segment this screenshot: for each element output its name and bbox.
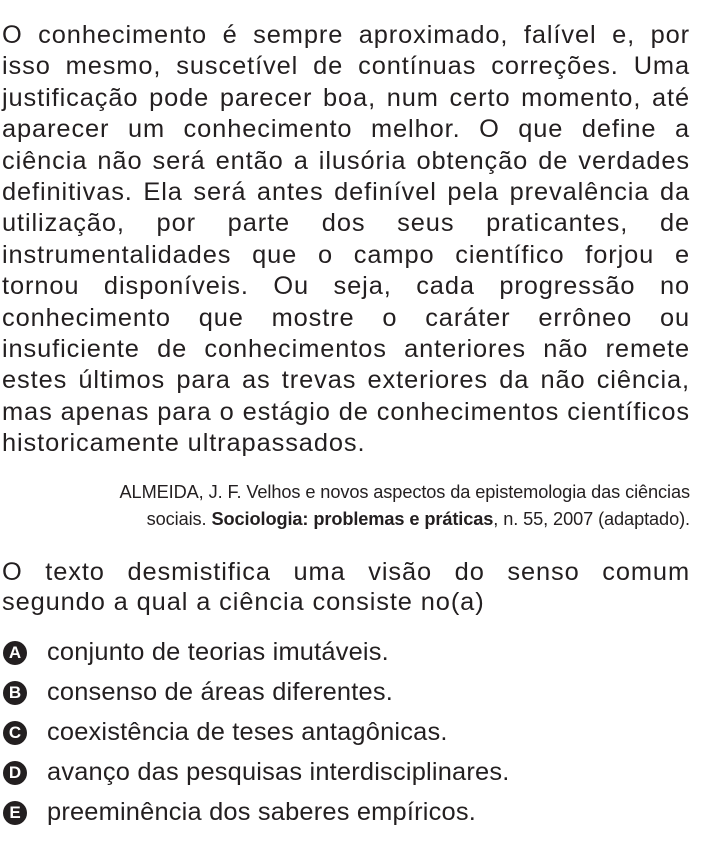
option-b-text: consenso de áreas diferentes. <box>47 678 393 707</box>
option-c[interactable] <box>2 713 690 753</box>
option-d-letter-icon: D <box>3 761 27 785</box>
option-a[interactable] <box>2 633 690 673</box>
option-e-text: preeminência dos saberes empíricos. <box>47 798 476 827</box>
option-a-letter-icon: A <box>3 641 27 665</box>
source-citation <box>2 479 690 533</box>
citation-author-title: ALMEIDA, J. F. Velhos e novos aspectos da epistemologia das ciências <box>119 481 690 502</box>
citation-details <box>2 506 690 533</box>
question-stem: O texto desmistifica uma visão do senso comum segundo a qual a ciência consiste no(a) <box>2 557 690 616</box>
option-a-text: conjunto de teorias imutáveis. <box>47 638 389 667</box>
citation-prefix: sociais. <box>146 508 212 529</box>
passage-text <box>2 0 690 460</box>
option-d-text: avanço das pesquisas interdisciplinares. <box>47 758 510 787</box>
option-d[interactable] <box>2 753 690 793</box>
citation-journal: Sociologia: problemas e práticas <box>211 508 494 529</box>
option-e-letter-icon: E <box>3 801 27 825</box>
citation-suffix: , n. 55, 2007 (adaptado). <box>493 508 690 529</box>
option-e[interactable] <box>2 793 690 833</box>
option-c-letter-icon: C <box>3 721 27 745</box>
option-c-text: coexistência de teses antagônicas. <box>47 718 448 747</box>
passage-body: O conhecimento é sempre aproximado, falível e, por isso mesmo, suscetível de contínuas correções. Uma justificação pode parecer boa, num certo momento, até aparecer um conhecimento melhor. O que define a ciência não será então a ilusória obtenção de verdades definitivas. Ela será antes definível pela prevalência da utilização, por parte dos seus praticantes, de instrumentalidades que o campo científico forjou e tornou disponíveis. Ou seja, cada progressão no conhecimento que mostre o caráter errôneo ou insuficiente de conhecimentos anteriores não remete estes últimos para as trevas exteriores da não ciência, mas apenas para o estágio de conhecimentos científicos historicamente ultrapassados. <box>2 21 690 458</box>
answer-options <box>2 633 690 833</box>
option-b-letter-icon: B <box>3 681 27 705</box>
option-b[interactable] <box>2 673 690 713</box>
